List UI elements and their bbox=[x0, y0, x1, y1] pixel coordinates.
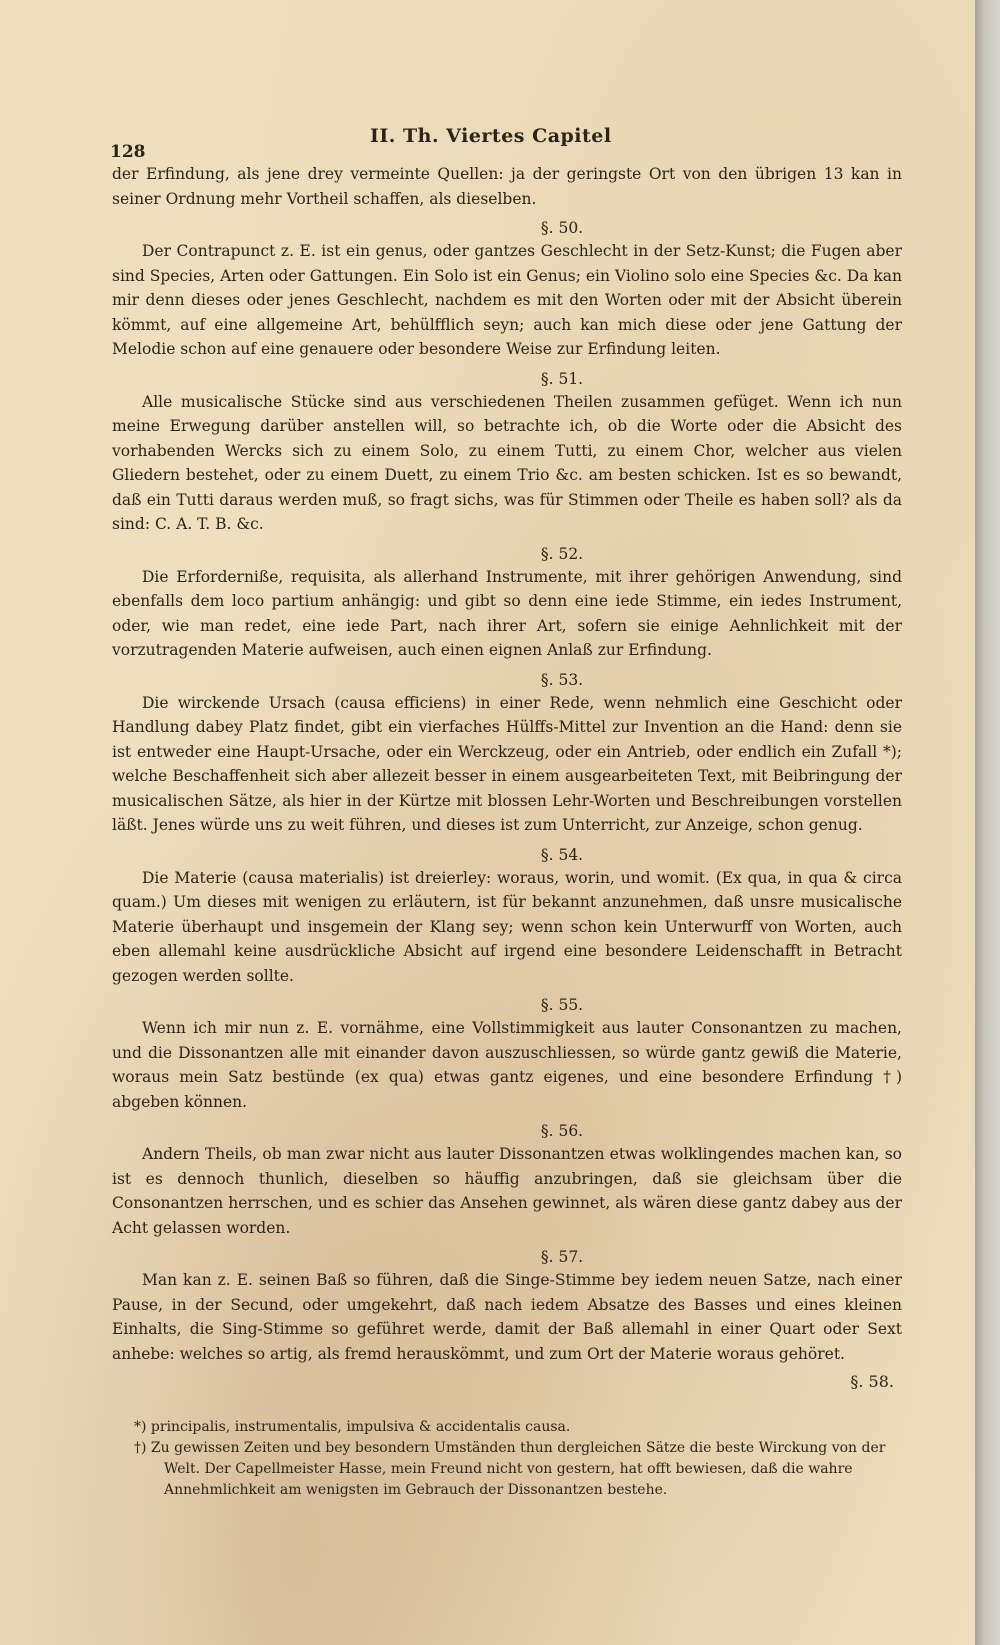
section-number-51: §. 51. bbox=[540, 369, 584, 388]
section-number-50: §. 50. bbox=[540, 219, 584, 237]
paragraph-continued: der Erfindung, als jene drey vermeinte Quellen: ja der geringste Ort von den übrigen 13 kan in seiner Ordnung mehr Vortheil schaffen, als dieselben. bbox=[112, 165, 902, 208]
section-number-57: §. 57. bbox=[540, 1248, 584, 1266]
scan-edge bbox=[975, 0, 1000, 1645]
paragraph-52: Die Erforderniße, requisita, als allerhand Instrumente, mit ihrer gehörigen Anwendung, sind ebenfalls dem loco partium anhängig: und gibt so denn eine iede Stimme, ein iedes Instrument, oder, wie man redet, eine iede Part, nach ihrer Art, sofern sie einige Aehnlichkeit mit der vorzutragenden Materie aufweisen, auch einen eignen Anlaß zur Erfindung. bbox=[112, 567, 902, 659]
paragraph-53: Die wirckende Ursach (causa efficiens) in einer Rede, wenn nehmlich eine Geschicht oder Handlung dabey Platz findet, gibt ein vierfaches Hülffs-Mittel zur Invention an die Hand: denn sie ist entweder eine Haupt-Ursache, oder ein Werckzeug, oder ein Antrieb, oder endlich ein Zufall *); welche Beschaffenheit sich aber allezeit besser in einem ausgearbeiteten Text, mit Beibringung der musicalischen Sätze, als hier in der Kürtze mit blossen Lehr-Worten und Beschreibungen vorstellen läßt. Jenes würde uns zu weit führen, und dieses ist zum Unterricht, zur Anzeige, schon genug. bbox=[112, 693, 902, 834]
paragraph-55: Wenn ich mir nun z. E. vornähme, eine Vollstimmigkeit aus lauter Consonantzen zu machen, und die Dissonantzen alle mit einander davon auszuschliessen, so würde gantz gewiß die Materie, woraus mein Satz bestünde (ex qua) etwas gantz eigenes, und eine besondere Erfindung †) abgeben können. bbox=[112, 1019, 902, 1111]
footnotes bbox=[112, 1417, 902, 1501]
page-header bbox=[112, 118, 902, 162]
footnote-2: †) Zu gewissen Zeiten und bey besondern Umständen thun dergleichen Sätze die beste Wirckung von der Welt. Der Capellmeister Hasse, mein Freund nicht von gestern, hat offt bewiesen, daß die wahre Annehmlichkeit am wenigsten im Gebrauch der Dissonantzen bestehe. bbox=[134, 1439, 886, 1498]
paragraph-54: Die Materie (causa materialis) ist dreierley: woraus, worin, und womit. (Ex qua, in qua & circa quam.) Um dieses mit wenigen zu erläutern, ist für bekannt anzunehmen, daß unsre musicalische Materie überhaupt und insgemein der Klang sey; wenn schon kein Unterwurff von Worten, auch eben allemahl keine ausdrückliche Absicht auf irgend eine besondere Leidenschafft in Betracht gezogen werden sollte. bbox=[112, 868, 902, 985]
footnote-1: *) principalis, instrumentalis, impulsiva & accidentalis causa. bbox=[134, 1418, 571, 1435]
running-head: II. Th. Viertes Capitel bbox=[370, 125, 612, 147]
paragraph-57: Man kan z. E. seinen Baß so führen, daß die Singe-Stimme bey iedem neuen Satze, nach einer Pause, in der Secund, oder umgekehrt, daß nach iedem Absatze des Basses und eines kleinen Einhalts, die Sing-Stimme so geführet werde, damit der Baß allemahl in einer Quart oder Sext anhebe: welches so artig, als fremd herauskömmt, und zum Ort der Materie woraus gehöret. bbox=[112, 1271, 902, 1363]
page-number: 128 bbox=[110, 142, 146, 162]
paragraph-51: Alle musicalische Stücke sind aus verschiedenen Theilen zusammen gefüget. Wenn ich nun meine Erwegung darüber anstellen will, so betrachte ich, ob die Worte oder die Absicht des vorhabenden Wercks sich zu einem Solo, zu einem Tutti, zu einem Chor, welcher aus vielen Gliedern bestehet, oder zu einem Duett, zu einem Trio &c. am besten schicken. Ist es so bewandt, daß ein Tutti daraus werden muß, so fragt sichs, was für Stimmen oder Theile es haben soll? als da sind: C. A. T. B. &c. bbox=[112, 392, 902, 533]
paragraph-50: Der Contrapunct z. E. ist ein genus, oder gantzes Geschlecht in der Setz-Kunst; die Fugen aber sind Species, Arten oder Gattungen. Ein Solo ist ein Genus; ein Violino solo eine Species &c. Da kan mir denn dieses oder jenes Geschlecht, nachdem es mit den Worten oder mit der Absicht überein kömmt, auf eine allgemeine Art, behülfflich seyn; auch kan mich diese oder jene Gattung der Melodie schon auf eine genauere oder besondere Weise zur Erfindung leiten. bbox=[112, 242, 902, 358]
section-number-55: §. 55. bbox=[540, 996, 584, 1014]
paragraph-56: Andern Theils, ob man zwar nicht aus lauter Dissonantzen etwas wolklingendes machen kan, so ist es dennoch thunlich, dieselben so häuffig anzubringen, daß sie gleichsam über die Consonantzen herrschen, und es schier das Ansehen gewinnet, als wären diese gantz dabey aus der Acht gelassen worden. bbox=[112, 1145, 902, 1237]
section-number-56: §. 56. bbox=[540, 1122, 584, 1140]
section-number-52: §. 52. bbox=[540, 544, 584, 563]
section-number-53: §. 53. bbox=[540, 670, 584, 689]
section-number-54: §. 54. bbox=[540, 845, 584, 864]
catchword: §. 58. bbox=[850, 1372, 894, 1391]
text-block bbox=[112, 118, 902, 1501]
